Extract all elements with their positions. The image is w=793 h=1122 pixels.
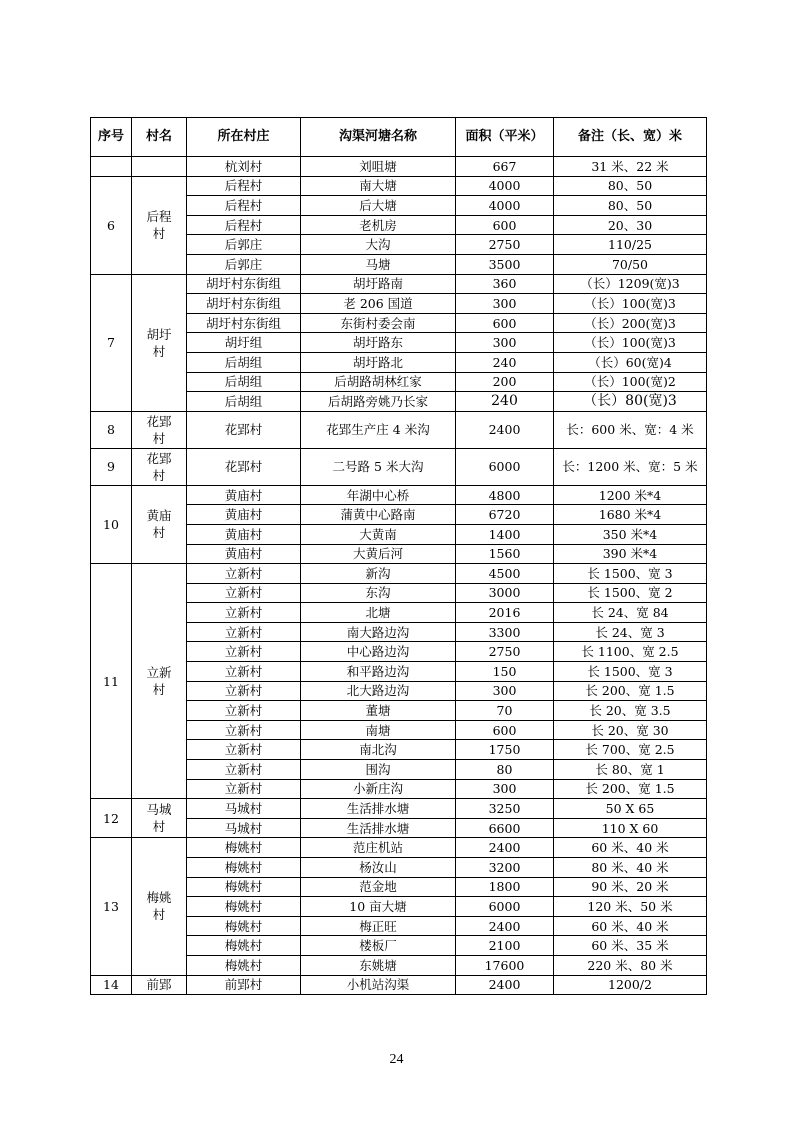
remarks-cell: 220 米、80 米 [554, 955, 707, 975]
ditch-name-cell: 杨汝山 [301, 858, 456, 878]
village-name-cell: 花郢村 [132, 448, 187, 485]
remarks-cell: 长 80、宽 1 [554, 760, 707, 780]
area-cell: 4000 [456, 176, 554, 196]
ditch-name-cell: 中心路边沟 [301, 642, 456, 662]
ditch-name-cell: 老机房 [301, 215, 456, 235]
ditch-name-cell: 范金地 [301, 877, 456, 897]
remarks-cell: 长 1500、宽 3 [554, 564, 707, 584]
ditch-name-cell: 后大塘 [301, 196, 456, 216]
area-cell: 2750 [456, 642, 554, 662]
ditch-name-cell: 大黄后河 [301, 544, 456, 564]
area-cell: 17600 [456, 955, 554, 975]
area-cell: 667 [456, 157, 554, 177]
remarks-cell: 110/25 [554, 235, 707, 255]
village-name-cell: 前郢 [132, 975, 187, 995]
hamlet-cell: 胡圩村东街组 [187, 274, 301, 294]
village-name-cell: 立新村 [132, 564, 187, 799]
header-hamlet: 所在村庄 [187, 118, 301, 157]
hamlet-cell: 梅姚村 [187, 897, 301, 917]
table-row [91, 274, 707, 294]
ditch-name-cell: 小机站沟渠 [301, 975, 456, 995]
ditch-name-cell: 花郢生产庄 4 米沟 [301, 411, 456, 448]
remarks-cell: 90 米、20 米 [554, 877, 707, 897]
area-cell: 240 [456, 392, 554, 412]
hamlet-cell: 梅姚村 [187, 916, 301, 936]
table-row [91, 838, 707, 858]
area-cell: 2400 [456, 838, 554, 858]
remarks-cell: 长 24、宽 84 [554, 603, 707, 623]
table-row [91, 411, 707, 448]
area-cell: 3200 [456, 858, 554, 878]
area-cell: 360 [456, 274, 554, 294]
area-cell: 6000 [456, 897, 554, 917]
area-cell: 70 [456, 701, 554, 721]
village-name-cell: 马城村 [132, 799, 187, 838]
ditch-name-cell: 北大路边沟 [301, 681, 456, 701]
header-remarks: 备注（长、宽）米 [554, 118, 707, 157]
area-cell: 2100 [456, 936, 554, 956]
hamlet-cell: 梅姚村 [187, 838, 301, 858]
remarks-cell: 60 米、40 米 [554, 838, 707, 858]
table-header-row [91, 118, 707, 157]
village-name-cell [132, 157, 187, 177]
ditch-name-cell: 大黄南 [301, 524, 456, 544]
ditch-name-cell: 楼板厂 [301, 936, 456, 956]
area-cell: 2750 [456, 235, 554, 255]
ditch-name-cell: 胡圩路南 [301, 274, 456, 294]
serial-cell: 13 [91, 838, 132, 975]
ditch-name-cell: 胡圩路北 [301, 352, 456, 372]
ditch-pond-table [90, 117, 707, 995]
serial-cell: 9 [91, 448, 132, 485]
serial-cell [91, 157, 132, 177]
area-cell: 300 [456, 779, 554, 799]
header-ditch-name: 沟渠河塘名称 [301, 118, 456, 157]
table-row [91, 799, 707, 819]
ditch-name-cell: 东街村委会南 [301, 313, 456, 333]
remarks-cell: （长）200(宽)3 [554, 313, 707, 333]
ditch-name-cell: 胡圩路东 [301, 333, 456, 353]
area-cell: 300 [456, 294, 554, 314]
village-name-cell: 后程村 [132, 176, 187, 274]
header-serial: 序号 [91, 118, 132, 157]
hamlet-cell: 后胡组 [187, 372, 301, 392]
remarks-cell: 110 X 60 [554, 818, 707, 838]
table-row [91, 975, 707, 995]
village-name-cell: 花郢村 [132, 411, 187, 448]
hamlet-cell: 立新村 [187, 740, 301, 760]
table-row [91, 176, 707, 196]
area-cell: 1400 [456, 524, 554, 544]
serial-cell: 8 [91, 411, 132, 448]
ditch-name-cell: 小新庄沟 [301, 779, 456, 799]
village-name-cell: 黄庙村 [132, 485, 187, 563]
hamlet-cell: 梅姚村 [187, 877, 301, 897]
remarks-cell: 80、50 [554, 196, 707, 216]
ditch-name-cell: 东沟 [301, 583, 456, 603]
hamlet-cell: 黄庙村 [187, 485, 301, 505]
hamlet-cell: 后胡组 [187, 392, 301, 412]
ditch-name-cell: 南塘 [301, 720, 456, 740]
area-cell: 6720 [456, 505, 554, 525]
remarks-cell: 1200/2 [554, 975, 707, 995]
hamlet-cell: 黄庙村 [187, 524, 301, 544]
hamlet-cell: 立新村 [187, 662, 301, 682]
ditch-name-cell: 围沟 [301, 760, 456, 780]
remarks-cell: 长：1200 米、宽：5 米 [554, 448, 707, 485]
remarks-cell: 1200 米*4 [554, 485, 707, 505]
remarks-cell: 60 米、40 米 [554, 916, 707, 936]
ditch-name-cell: 后胡路胡林红家 [301, 372, 456, 392]
village-name-cell: 胡圩村 [132, 274, 187, 411]
remarks-cell: 70/50 [554, 254, 707, 274]
hamlet-cell: 前郢村 [187, 975, 301, 995]
area-cell: 4800 [456, 485, 554, 505]
area-cell: 200 [456, 372, 554, 392]
remarks-cell: （长）100(宽)3 [554, 333, 707, 353]
area-cell: 300 [456, 681, 554, 701]
remarks-cell: 60 米、35 米 [554, 936, 707, 956]
hamlet-cell: 胡圩村东街组 [187, 313, 301, 333]
remarks-cell: 80、50 [554, 176, 707, 196]
village-name-cell: 梅姚村 [132, 838, 187, 975]
remarks-cell: 120 米、50 米 [554, 897, 707, 917]
ditch-name-cell: 南大路边沟 [301, 622, 456, 642]
hamlet-cell: 后郭庄 [187, 254, 301, 274]
header-village-name: 村名 [132, 118, 187, 157]
hamlet-cell: 杭刘村 [187, 157, 301, 177]
remarks-cell: 长：600 米、宽：4 米 [554, 411, 707, 448]
remarks-cell: 长 24、宽 3 [554, 622, 707, 642]
ditch-name-cell: 二号路 5 米大沟 [301, 448, 456, 485]
hamlet-cell: 立新村 [187, 622, 301, 642]
ditch-name-cell: 南大塘 [301, 176, 456, 196]
serial-cell: 10 [91, 485, 132, 563]
ditch-name-cell: 南北沟 [301, 740, 456, 760]
remarks-cell: 20、30 [554, 215, 707, 235]
area-cell: 3500 [456, 254, 554, 274]
area-cell: 3300 [456, 622, 554, 642]
area-cell: 80 [456, 760, 554, 780]
remarks-cell: （长）100(宽)2 [554, 372, 707, 392]
remarks-cell: 长 20、宽 3.5 [554, 701, 707, 721]
area-cell: 4000 [456, 196, 554, 216]
remarks-cell: 31 米、22 米 [554, 157, 707, 177]
remarks-cell: 长 200、宽 1.5 [554, 779, 707, 799]
area-cell: 600 [456, 313, 554, 333]
ditch-name-cell: 蒲黄中心路南 [301, 505, 456, 525]
hamlet-cell: 后胡组 [187, 352, 301, 372]
area-cell: 150 [456, 662, 554, 682]
area-cell: 600 [456, 215, 554, 235]
ditch-name-cell: 生活排水塘 [301, 799, 456, 819]
serial-cell: 11 [91, 564, 132, 799]
area-cell: 300 [456, 333, 554, 353]
hamlet-cell: 立新村 [187, 681, 301, 701]
hamlet-cell: 马城村 [187, 799, 301, 819]
remarks-cell: 长 200、宽 1.5 [554, 681, 707, 701]
ditch-name-cell: 后胡路旁姚乃长家 [301, 392, 456, 412]
area-cell: 2400 [456, 916, 554, 936]
hamlet-cell: 胡圩村东街组 [187, 294, 301, 314]
serial-cell: 14 [91, 975, 132, 995]
hamlet-cell: 黄庙村 [187, 544, 301, 564]
ditch-name-cell: 梅正旺 [301, 916, 456, 936]
remarks-cell: 长 20、宽 30 [554, 720, 707, 740]
area-cell: 1750 [456, 740, 554, 760]
hamlet-cell: 立新村 [187, 760, 301, 780]
remarks-cell: 50 X 65 [554, 799, 707, 819]
remarks-cell: （长）80(宽)3 [554, 392, 707, 412]
area-cell: 6600 [456, 818, 554, 838]
remarks-cell: 长 1500、宽 3 [554, 662, 707, 682]
hamlet-cell: 梅姚村 [187, 858, 301, 878]
page-number: 24 [389, 1052, 404, 1067]
hamlet-cell: 立新村 [187, 603, 301, 623]
area-cell: 1800 [456, 877, 554, 897]
hamlet-cell: 花郢村 [187, 448, 301, 485]
table-row [91, 448, 707, 485]
hamlet-cell: 后程村 [187, 196, 301, 216]
ditch-name-cell: 生活排水塘 [301, 818, 456, 838]
hamlet-cell: 胡圩组 [187, 333, 301, 353]
remarks-cell: 350 米*4 [554, 524, 707, 544]
hamlet-cell: 梅姚村 [187, 955, 301, 975]
ditch-name-cell: 10 亩大塘 [301, 897, 456, 917]
ditch-name-cell: 北塘 [301, 603, 456, 623]
area-cell: 2400 [456, 975, 554, 995]
table-body [91, 157, 707, 995]
ditch-name-cell: 大沟 [301, 235, 456, 255]
ditch-name-cell: 年湖中心桥 [301, 485, 456, 505]
area-cell: 1560 [456, 544, 554, 564]
hamlet-cell: 立新村 [187, 701, 301, 721]
hamlet-cell: 马城村 [187, 818, 301, 838]
header-area: 面积（平米） [456, 118, 554, 157]
ditch-name-cell: 刘咀塘 [301, 157, 456, 177]
table-row [91, 485, 707, 505]
hamlet-cell: 立新村 [187, 583, 301, 603]
hamlet-cell: 立新村 [187, 564, 301, 584]
hamlet-cell: 后程村 [187, 176, 301, 196]
ditch-name-cell: 老 206 国道 [301, 294, 456, 314]
remarks-cell: 长 1500、宽 2 [554, 583, 707, 603]
remarks-cell: 80 米、40 米 [554, 858, 707, 878]
ditch-name-cell: 范庄机站 [301, 838, 456, 858]
hamlet-cell: 梅姚村 [187, 936, 301, 956]
table-row [91, 564, 707, 584]
serial-cell: 6 [91, 176, 132, 274]
area-cell: 2016 [456, 603, 554, 623]
hamlet-cell: 立新村 [187, 642, 301, 662]
serial-cell: 7 [91, 274, 132, 411]
serial-cell: 12 [91, 799, 132, 838]
remarks-cell: 长 700、宽 2.5 [554, 740, 707, 760]
ditch-name-cell: 马塘 [301, 254, 456, 274]
remarks-cell: （长）100(宽)3 [554, 294, 707, 314]
hamlet-cell: 立新村 [187, 720, 301, 740]
area-cell: 3000 [456, 583, 554, 603]
ditch-name-cell: 东姚塘 [301, 955, 456, 975]
remarks-cell: （长）1209(宽)3 [554, 274, 707, 294]
remarks-cell: 1680 米*4 [554, 505, 707, 525]
hamlet-cell: 立新村 [187, 779, 301, 799]
ditch-name-cell: 董塘 [301, 701, 456, 721]
ditch-name-cell: 和平路边沟 [301, 662, 456, 682]
area-cell: 600 [456, 720, 554, 740]
area-cell: 240 [456, 352, 554, 372]
hamlet-cell: 后程村 [187, 215, 301, 235]
hamlet-cell: 后郭庄 [187, 235, 301, 255]
area-cell: 6000 [456, 448, 554, 485]
hamlet-cell: 花郢村 [187, 411, 301, 448]
hamlet-cell: 黄庙村 [187, 505, 301, 525]
remarks-cell: 长 1100、宽 2.5 [554, 642, 707, 662]
ditch-name-cell: 新沟 [301, 564, 456, 584]
remarks-cell: 390 米*4 [554, 544, 707, 564]
area-cell: 2400 [456, 411, 554, 448]
remarks-cell: （长）60(宽)4 [554, 352, 707, 372]
table-row [91, 157, 707, 177]
area-cell: 3250 [456, 799, 554, 819]
area-cell: 4500 [456, 564, 554, 584]
